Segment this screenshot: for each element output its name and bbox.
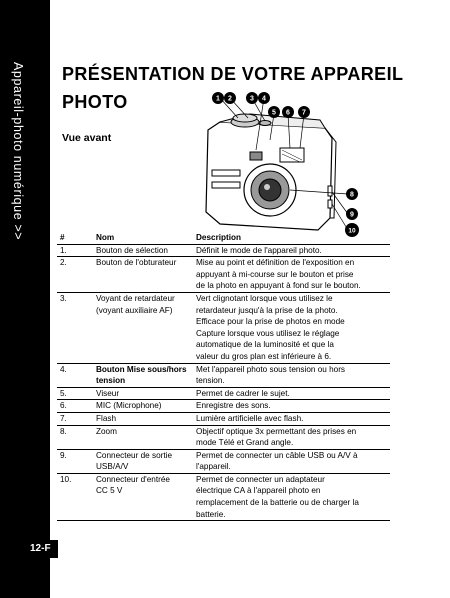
table-row <box>57 426 390 450</box>
callout-10-label: 10 <box>348 227 356 235</box>
row-description-line: Permet de connecter un câble USB ou A/V à <box>196 450 358 460</box>
row-description <box>194 450 390 473</box>
row-number: 9. <box>60 450 67 460</box>
row-description-line: Enregistre des sons. <box>196 401 271 411</box>
row-name-line: MIC (Microphone) <box>96 401 162 411</box>
row-description <box>194 413 390 425</box>
callout-9-label: 9 <box>350 211 354 219</box>
row-description-line: Capture lorsque vous utilisez le réglage <box>196 328 340 338</box>
row-description <box>194 245 390 257</box>
row-description-line: appuyant à mi-course sur le bouton et prise <box>196 269 354 279</box>
row-name-line: Bouton de sélection <box>96 245 168 255</box>
row-description <box>194 293 390 363</box>
table-row <box>57 450 390 474</box>
row-description-line: électrique CA à l'appareil photo en <box>196 486 321 496</box>
row-description-line: valeur du gros plan est inférieure à 6. <box>196 351 332 361</box>
table-row <box>57 400 390 413</box>
page-title-line-2: PHOTO <box>62 92 128 112</box>
corner-mark <box>4 593 7 596</box>
row-name-line: Bouton de l'obturateur <box>96 258 177 268</box>
row-name-line: CC 5 V <box>96 486 123 496</box>
row-description-line: Lumière artificielle avec flash. <box>196 413 304 423</box>
row-name-line: Zoom <box>96 426 117 436</box>
component-table <box>57 232 390 521</box>
row-number: 10. <box>60 474 72 484</box>
row-description-line: Permet de cadrer le sujet. <box>196 388 290 398</box>
row-name-line: USB/A/V <box>96 462 129 472</box>
row-number: 7. <box>60 413 67 423</box>
callout-5-label: 5 <box>272 109 276 117</box>
table-row <box>57 388 390 401</box>
row-description-line: Définit le mode de l'appareil photo. <box>196 245 322 255</box>
table-row <box>57 257 390 293</box>
callout-4-label: 4 <box>262 95 266 103</box>
row-number: 8. <box>60 426 67 436</box>
row-description <box>194 426 390 449</box>
row-number: 2. <box>60 258 67 268</box>
row-name-line: (voyant auxiliaire AF) <box>96 305 173 315</box>
row-name-line: Connecteur d'entrée <box>96 474 170 484</box>
header-description: Description <box>196 233 242 242</box>
section-subheading: Vue avant <box>62 132 112 144</box>
row-name <box>96 413 194 425</box>
callout-3-label: 3 <box>250 95 254 103</box>
row-name-line: Connecteur de sortie <box>96 450 173 460</box>
row-description <box>194 257 390 292</box>
row-name-line: tension <box>96 376 126 386</box>
sidebar-label: Appareil-photo numérique >> <box>11 62 25 241</box>
page-title-line-1: PRÉSENTATION DE VOTRE APPAREIL <box>62 64 404 84</box>
table-row <box>57 245 390 258</box>
row-number: 3. <box>60 293 67 303</box>
row-description-line: retardateur jusqu'à la prise de la photo. <box>196 305 338 315</box>
row-description-line: l'appareil. <box>196 462 231 472</box>
row-number: 5. <box>60 388 67 398</box>
row-description <box>194 364 390 387</box>
row-description-line: Permet de connecter un adaptateur <box>196 474 325 484</box>
row-description <box>194 388 390 400</box>
header-name: Nom <box>96 233 115 242</box>
row-name <box>96 474 194 520</box>
row-name <box>96 426 194 449</box>
callout-1-label: 1 <box>216 95 220 103</box>
row-description-line: Efficace pour la prise de photos en mode <box>196 317 345 327</box>
table-header <box>57 232 390 245</box>
callout-2-label: 2 <box>228 95 232 103</box>
callout-8-label: 8 <box>350 191 354 199</box>
row-name <box>96 450 194 473</box>
sidebar <box>0 0 50 598</box>
row-description-line: Mise au point et définition de l'exposition en <box>196 258 355 268</box>
table-row <box>57 413 390 426</box>
row-description-line: mode Télé et Grand angle. <box>196 438 294 448</box>
row-name-line: Viseur <box>96 388 120 398</box>
row-description-line: remplacement de la batterie ou de charger la <box>196 498 359 508</box>
row-name <box>96 400 194 412</box>
row-number: 4. <box>60 364 67 374</box>
row-description-line: tension. <box>196 376 225 386</box>
row-description-line: automatique de la luminosité et que la <box>196 340 334 350</box>
row-name <box>96 293 194 363</box>
row-number: 6. <box>60 401 67 411</box>
row-name <box>96 245 194 257</box>
row-description-line: Vert clignotant lorsque vous utilisez le <box>196 293 333 303</box>
row-name-line: Bouton Mise sous/hors <box>96 364 187 374</box>
row-name-line: Flash <box>96 413 117 423</box>
header-number: # <box>60 233 65 242</box>
row-description <box>194 400 390 412</box>
row-description-line: batterie. <box>196 509 226 519</box>
table-row <box>57 364 390 388</box>
row-description <box>194 474 390 520</box>
callout-7-label: 7 <box>302 109 306 117</box>
row-name <box>96 257 194 292</box>
row-description-line: de la photo en appuyant à fond sur le bouton. <box>196 281 361 291</box>
row-name <box>96 388 194 400</box>
row-name-line: Voyant de retardateur <box>96 293 175 303</box>
camera-front-illustration <box>190 90 360 240</box>
row-description-line: Objectif optique 3x permettant des prises en <box>196 426 357 436</box>
row-number: 1. <box>60 245 67 255</box>
row-name <box>96 364 194 387</box>
row-description-line: Met l'appareil photo sous tension ou hors <box>196 364 346 374</box>
page-number: 12-F <box>28 540 58 558</box>
table-row <box>57 474 390 521</box>
callout-6-label: 6 <box>286 109 290 117</box>
table-row <box>57 293 390 364</box>
